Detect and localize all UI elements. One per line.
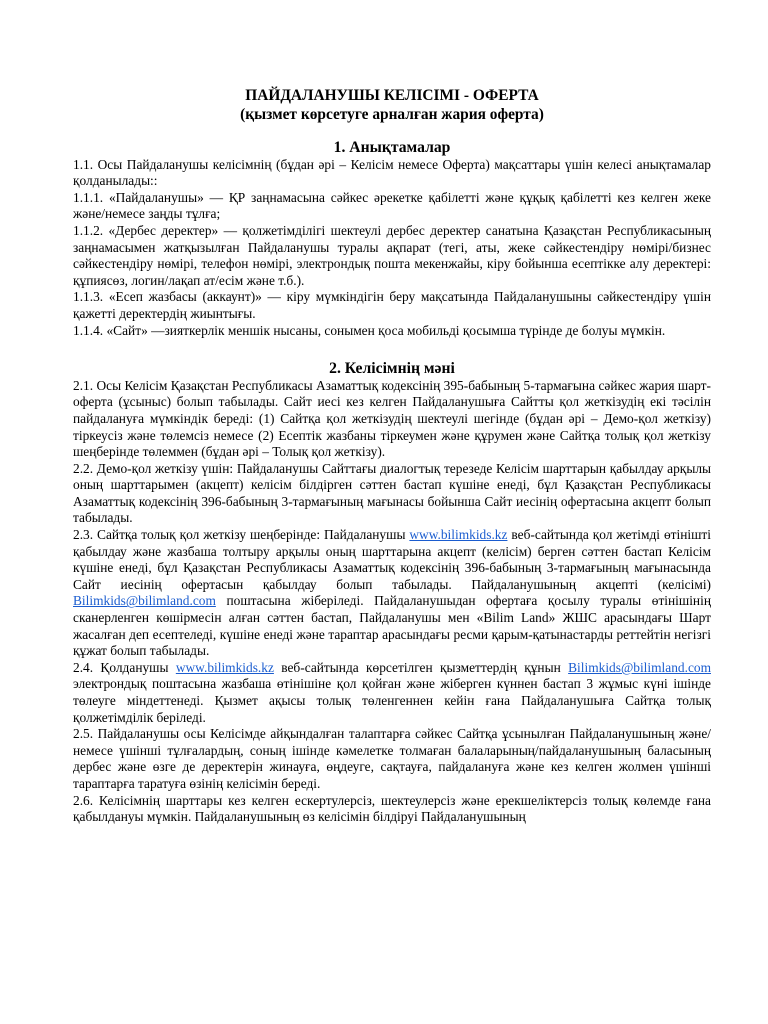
paragraph-2-5: 2.5. Пайдаланушы осы Келісімде айқындалған талаптарға сәйкес Сайтқа ұсынылған Пайдаланушының және/немесе үшінші тұлғалардың, соның ішінде кәмелетке толмаған балаларының/пайдаланушының баласының дербес және өзге де деректерін жинауға, өңдеуге, сақтауға, пайдалануға және кез келген жолмен үшінші тараптарға таратуға өзінің келісімін береді. xyxy=(73,726,711,791)
website-link[interactable]: www.bilimkids.kz xyxy=(175,659,274,675)
paragraph-1-1: 1.1. Осы Пайдаланушы келісімнің (бұдан әрі – Келісім немесе Оферта) мақсаттары үшін келесі анықтамалар қолданылады:: xyxy=(73,156,711,189)
paragraph-2-2: 2.2. Демо-қол жеткізу үшін: Пайдаланушы Сайттағы диалогтық терезеде Келісім шарттарын қабылдау арқылы оның шарттарымен (акцепт) келісім білдірген сәттен бастап күшіне енеді, бұл Қазақстан Республикасы Азаматтық кодексінің 396-бабының 3-тармағының мағынасы бойынша Сайт иесінің офертасына акцепт болып табылады. xyxy=(73,460,711,526)
paragraph-1-1-3: 1.1.3. «Есеп жазбасы (аккаунт)» — кіру мүмкіндігін беру мақсатында Пайдаланушыны сәйкестендіру үшін қажетті деректердің жиынтығы. xyxy=(73,289,711,321)
paragraph-2-6: 2.6. Келісімнің шарттары кез келген ескертулерсіз, шектеулерсіз және ерекшеліктерсіз толық көлемде ғана қабылдануы мүмкін. Пайдаланушының өз келісімін білдіруі Пайдаланушының xyxy=(73,792,711,825)
paragraph-2-4-text-c: электрондық поштасына жазбаша өтінішіне қол қойған және жіберген күннен бастап 3 жұмыс күні ішінде төлеуге міндеттенеді. Қызмет ақысы толық төленгеннен кейін ғана Пайдаланушыға Сайтқа толық қолжетімділік беріледі. xyxy=(73,676,711,725)
paragraph-2-4-text-a: 2.4. Қолданушы xyxy=(73,659,176,675)
document-title: ПАЙДАЛАНУШЫ КЕЛІСІМІ - ОФЕРТА xyxy=(245,87,539,104)
paragraph-2-3-text-b: веб-сайтында қол жетімді өтінішті қабылдау және жазбаша толтыру арқылы оның шарттарына акцепт (келісім) берген сәттен бастап Келісім күшіне енеді, бұл Қазақстан Республикасы Азаматтық кодексінің 396-бабының 3-тармағының мағынасында Сайт иесінің офертасын қабылдау болып табылады. Пайдаланушының акцепті (келісімі) xyxy=(73,527,711,592)
paragraph-1-1-1: 1.1.1. «Пайдаланушы» — ҚР заңнамасына сәйкес әрекетке қабілетті және құқық қабілетті кез келген жеке және/немесе заңды тұлға; xyxy=(73,189,711,222)
spacer xyxy=(73,124,711,140)
website-link[interactable]: www.bilimkids.kz xyxy=(409,527,508,543)
paragraph-1-1-4: 1.1.4. «Сайт» —зияткерлік меншік нысаны, сонымен қоса мобильді қосымша түрінде де болуы мүмкін. xyxy=(73,322,666,338)
paragraph-2-3-text-a: 2.3. Сайтқа толық қол жеткізу шеңберінде: Пайдаланушы xyxy=(73,527,410,543)
paragraph-2-3 xyxy=(73,527,711,660)
paragraph-2-3-text-c: поштасына жіберіледі. Пайдаланушыдан офертаға қосылу туралы өтінішінің сканерленген көшірмесін алған сәттен бастап, Пайдаланушы мен «Bilim Land» ЖШС арасындағы Шарт жасалған деп есептеледі, күшіне енеді және тараптар арасындағы ресми қарым-қатынастарды реттейтін негізгі құжат болып табылады. xyxy=(73,593,711,659)
paragraph-2-4-text-b: веб-сайтында көрсетілген қызметтердің құнын xyxy=(273,659,569,675)
section-2-heading: 2. Келісімнің мәні xyxy=(329,360,455,378)
paragraph-2-4 xyxy=(73,660,711,726)
document-page xyxy=(73,86,711,826)
paragraph-2-1: 2.1. Осы Келісім Қазақстан Республикасы Азаматтық кодексінің 395-бабының 5-тармағына сәйкес жария шарт-оферта (ұсыныс) болып табылады. Сайт иесі кез келген Пайдаланушыға Сайтты қол жеткізудің екі тәсілін пайдалануға мүмкіндік береді: (1) Сайтқа қол жеткізудің шектеулі шегінде (бұдан әрі – Демо-қол жеткізу) тіркеусіз және төлемсіз немесе (2) Есептік жазбаны тіркеумен және құрумен және Сайтқа толық қол жеткізу шеңберінде төлеммен (бұдан әрі – Толық қол жеткізу). xyxy=(73,377,711,460)
section-1-heading: 1. Анықтамалар xyxy=(333,139,451,156)
spacer xyxy=(73,339,711,361)
email-link[interactable]: Bilimkids@bilimland.com xyxy=(568,659,711,675)
document-subtitle: (қызмет көрсетуге арналған жария оферта) xyxy=(240,106,544,123)
paragraph-1-1-2: 1.1.2. «Дербес деректер» — қолжетімділігі шектеулі дербес деректер санатына Қазақстан Республикасының заңнамасымен жатқызылған Пайдаланушы туралы ақпарат (тегі, аты, жеке сәйкестендіру нөмірі/бизнес сәйкестендіру нөмірі, телефон нөмірі, электрондық пошта мекенжайы, кіру бойынша есептікке алу деректері: құпиясөз, логин/лақап ат/есім және т.б.). xyxy=(73,222,711,288)
email-link[interactable]: Bilimkids@bilimland.com xyxy=(73,593,216,609)
